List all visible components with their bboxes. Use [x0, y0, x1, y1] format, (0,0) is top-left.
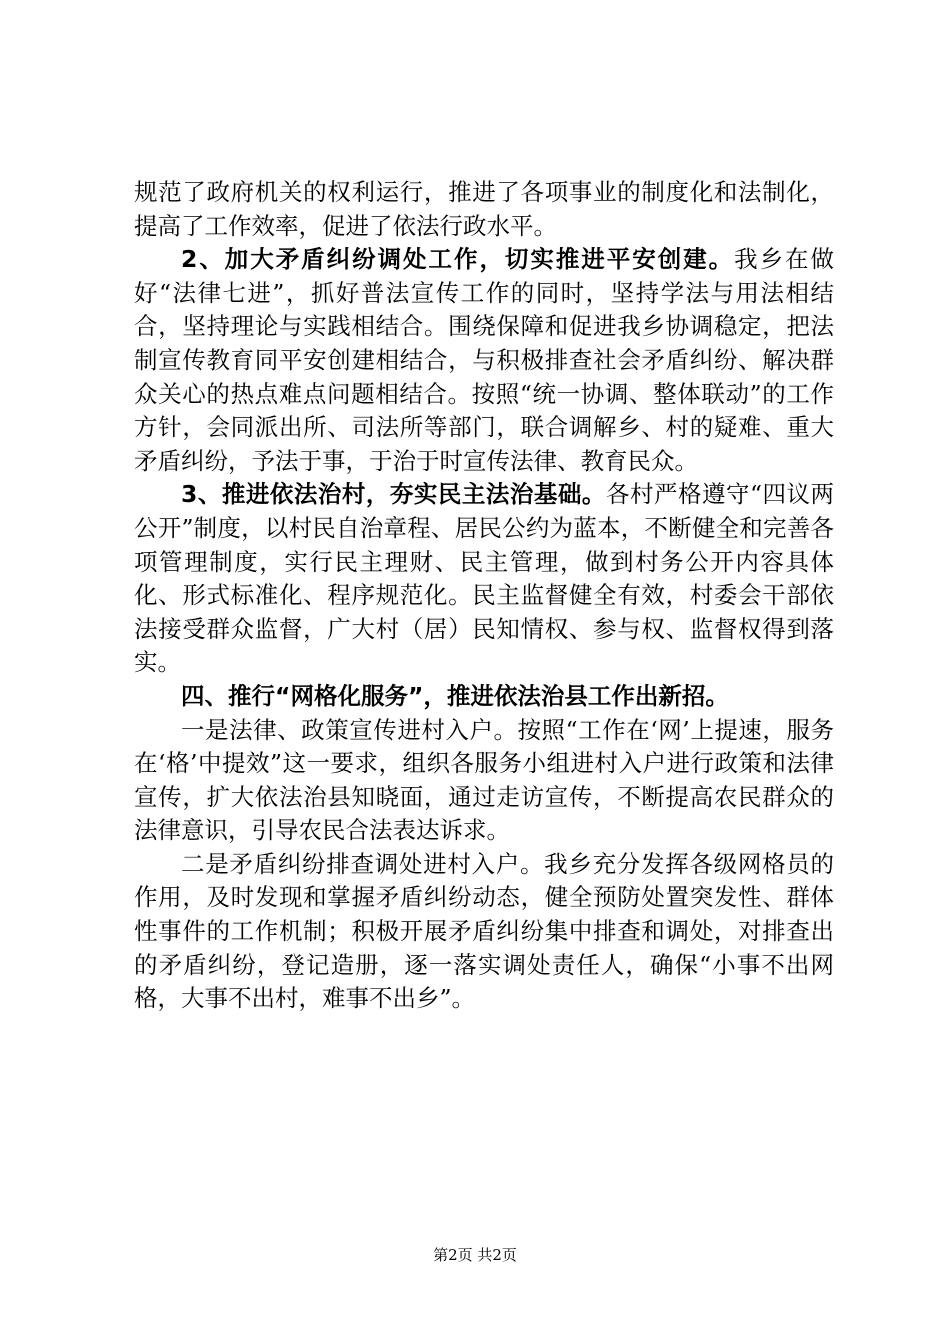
paragraph-text: 二是矛盾纠纷排查调处进村入户。我乡充分发挥各级网格员的作用，及时发现和掌握矛盾纠纷动态，健全预防处置突发性、群体性事件的工作机制；积极开展矛盾纠纷集中排查和调处，对排查出的矛盾纠纷，登记造册，逐一落实调处责任人，确保“小事不出网格，大事不出村，难事不出乡”。	[134, 849, 834, 1013]
paragraph-text: 规范了政府机关的权利运行，推进了各项事业的制度化和法制化，提高了工作效率，促进了依法行政水平。	[134, 178, 834, 240]
paragraph-mediation	[134, 243, 834, 478]
page-number-footer: 第2页 共2页	[433, 1246, 517, 1264]
paragraph-continuation	[134, 176, 834, 243]
section-heading: 四、推行“网格化服务”，推进依法治县工作出新招。	[181, 681, 729, 710]
paragraph-text: 一是法律、政策宣传进村入户。按照“工作在‘网’上提速，服务在‘格’中提效”这一要求，组织各服务小组进村入户进行政策和法律宣传，扩大依法治县知晓面，通过走访宣传，不断提高农民群众的法律意识，引导农民合法表达诉求。	[134, 715, 834, 845]
document-body	[134, 176, 834, 1016]
paragraph-lead-heading: 3、推进依法治村，夯实民主法治基础。	[181, 480, 606, 509]
paragraph-village-rule	[134, 478, 834, 680]
paragraph-publicity	[134, 714, 834, 848]
paragraph-lead-heading: 2、加大矛盾纠纷调处工作，切实推进平安创建。	[181, 245, 735, 274]
paragraph-dispute-screening	[134, 848, 834, 1016]
paragraph-text: 我乡在做好“法律七进”，抓好普法宣传工作的同时，坚持学法与用法相结合，坚持理论与实践相结合。围绕保障和促进我乡协调稳定，把法制宣传教育同平安创建相结合，与积极排查社会矛盾纠纷、解决群众关心的热点难点问题相结合。按照“统一协调、整体联动”的工作方针，会同派出所、司法所等部门，联合调解乡、村的疑难、重大矛盾纠纷，予法于事，于治于时宣传法律、教育民众。	[134, 245, 835, 475]
paragraph-text: 各村严格遵守“四议两公开”制度，以村民自治章程、居民公约为蓝本，不断健全和完善各项管理制度，实行民主理财、民主管理，做到村务公开内容具体化、形式标准化、程序规范化。民主监督健全有效，村委会干部依法接受群众监督，广大村（居）民知情权、参与权、监督权得到落实。	[134, 480, 834, 677]
